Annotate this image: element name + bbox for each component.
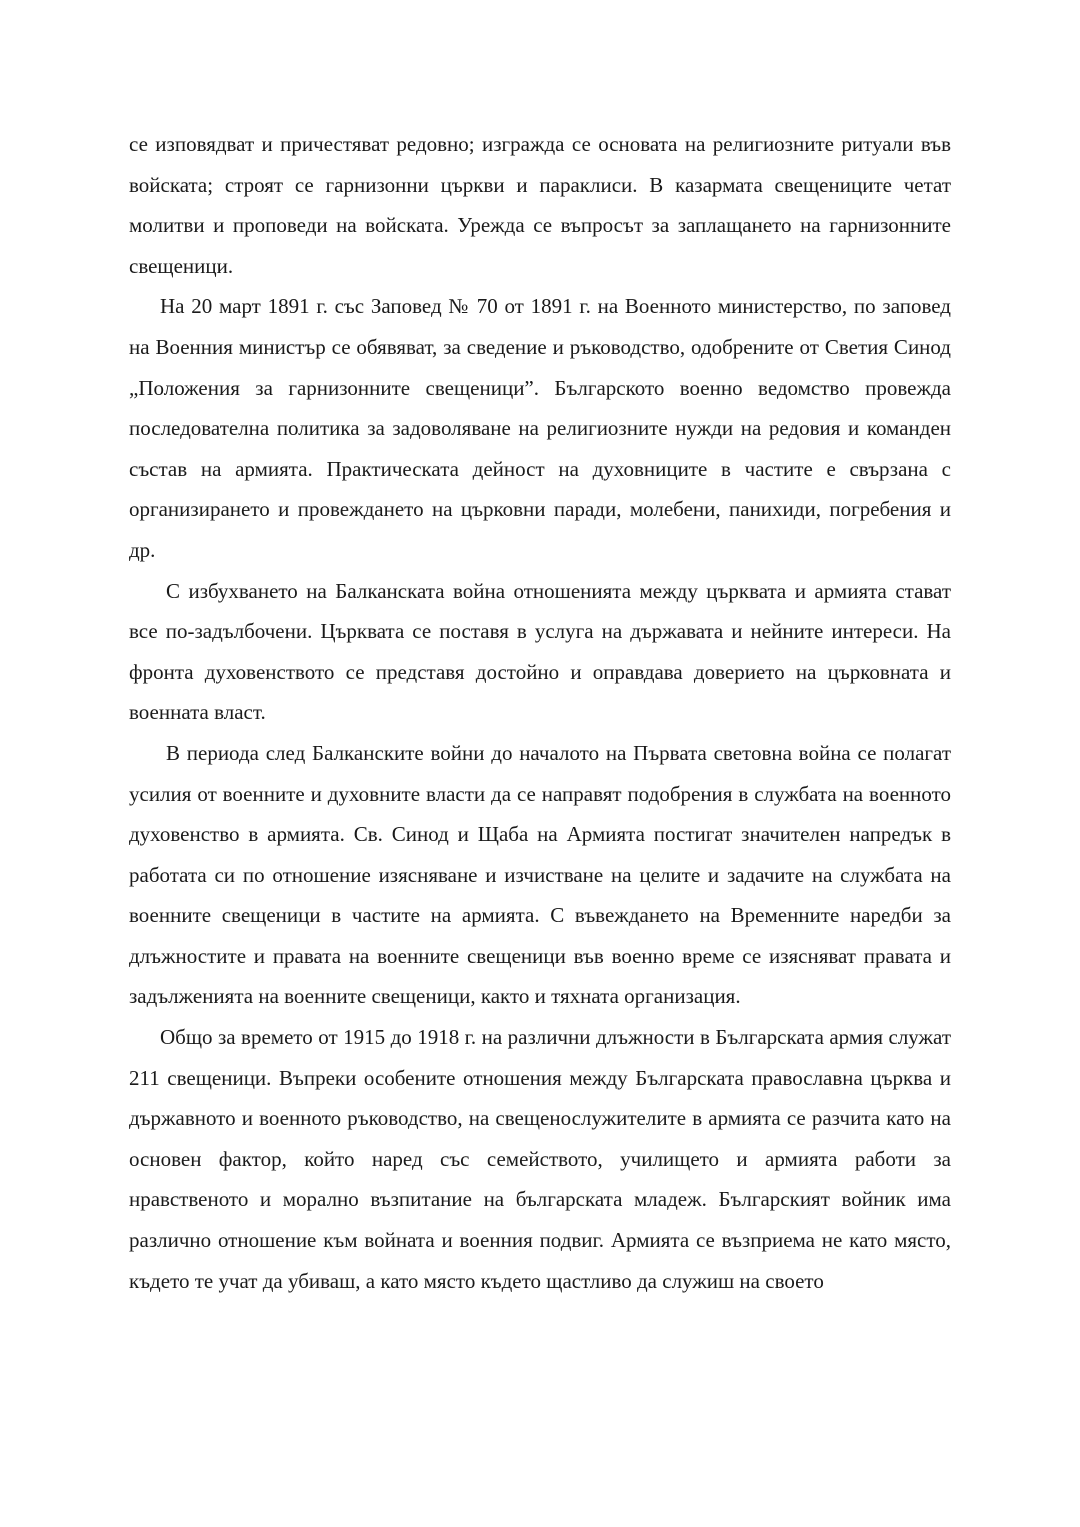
paragraph-continuation: се изповядват и причестяват редовно; изгражда се основата на религиозните ритуали във войската; строят се гарнизонни църкви и параклиси. В казармата свещениците четат молитви и проповеди на войската. Урежда се въпросът за заплащането на гарнизонните свещеници. [129,132,951,278]
paragraph-interwar-reforms: В периода след Балканските войни до началото на Първата световна война се полагат усилия от военните и духовните власти да се направят подобрения в службата на военното духовенство в армията. Св. Синод и Щаба на Армията постигат значителен напредък в работата си по отношение изясняване и изчистване на целите и задачите на службата на военните свещеници в частите на армията. С въвеждането на Временните наредби за длъжностите и правата на военните свещеници във военно време се изясняват правата и задълженията на военните свещеници, както и тяхната организация. [129,740,951,1009]
paragraph-1915-1918: Общо за времето от 1915 до 1918 г. на различни длъжности в Българската армия служат 211 свещеници. Въпреки особените отношения между Българската православна църква и държавното и военното ръководство, на свещенослужителите в армията се разчита като на основен фактор, който наред със семейството, училището и армията работи за нравственото и морално възпитание на българската младеж. Българският войник има различно отношение към войната и военния подвиг. Армията се възприема не като място, където те учат да убиваш, а като място където щастливо да служиш на своето [129,1025,951,1293]
paragraph-garrison-priests-order: На 20 март 1891 г. със Заповед № 70 от 1891 г. на Военното министерство, по заповед на Военния министър се обявяват, за сведение и ръководство, одобрените от Светия Синод „Положения за гарнизонните свещеници”. Българското военно ведомство провежда последователна политика за задоволяване на религиозните нужди на редовия и команден състав на армията. Практическата дейност на духовниците в частите е свързана с организирането и провеждането на църковни паради, молебени, панихиди, погребения и др. [129,294,951,562]
document-page [129,124,951,1301]
paragraph-balkan-war: С избухването на Балканската война отношенията между църквата и армията стават все по-задълбочени. Църквата се поставя в услуга на държавата и нейните интереси. На фронта духовенството се представя достойно и оправдава доверието на църковната и военната власт. [129,578,951,725]
